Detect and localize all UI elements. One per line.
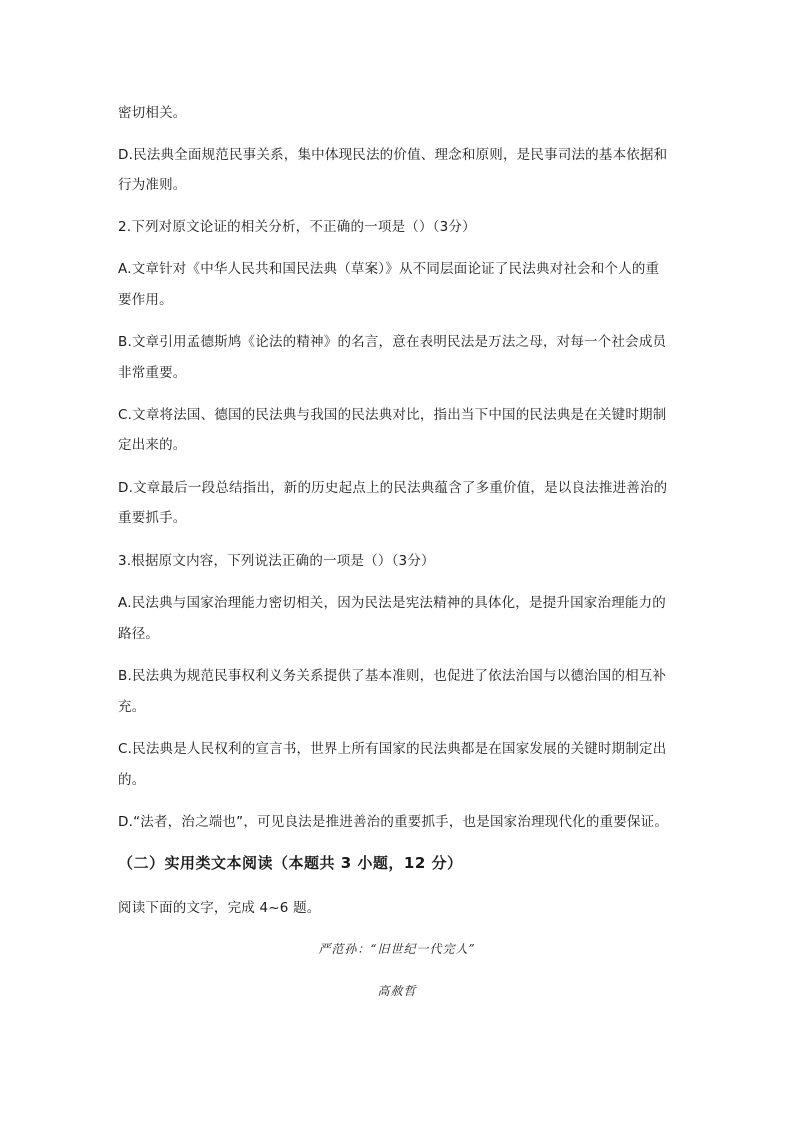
instruction: 阅读下面的文字，完成 4~6 题。	[118, 900, 321, 916]
text-line: 密切相关。	[118, 105, 187, 121]
question-2: 2.下列对原文论证的相关分析，不正确的一项是（）（3分）	[118, 219, 476, 235]
text-line: 充。	[118, 699, 146, 715]
option-d-line: D.文章最后一段总结指出，新的历史起点上的民法典蕴含了多重价值，是以良法推进善治的	[118, 480, 668, 496]
article-title: 严范孙：“旧世纪一代完人”	[318, 942, 476, 956]
text-line: 定出来的。	[118, 437, 187, 453]
option-b-line: B.民法典为规范民事权利义务关系提供了基本准则，也促进了依法治国与以德治国的相互补	[118, 668, 667, 684]
text-line: 的。	[118, 772, 146, 788]
text-line: 非常重要。	[118, 365, 187, 381]
option-c-line: C.文章将法国、德国的民法典与我国的民法典对比，指出当下中国的民法典是在关键时期制	[118, 407, 667, 423]
article-author: 高赦哲	[377, 984, 417, 998]
option-a-line: A.文章针对《中华人民共和国民法典（草案）》从不同层面论证了民法典对社会和个人的重	[118, 261, 660, 277]
option-d-line: D.民法典全面规范民事关系，集中体现民法的价值、理念和原则，是民事司法的基本依据和	[118, 147, 668, 163]
option-b-line: B.文章引用孟德斯鸠《论法的精神》的名言，意在表明民法是万法之母，对每一个社会成员	[118, 334, 667, 350]
text-line: 路径。	[118, 626, 160, 642]
text-line: 重要抓手。	[118, 510, 187, 526]
text-line: 要作用。	[118, 292, 173, 308]
text-line: 行为准则。	[118, 177, 187, 193]
option-d-line: D.“法者，治之端也”，可见良法是推进善治的重要抓手，也是国家治理现代化的重要保证。	[118, 814, 669, 830]
option-c-line: C.民法典是人民权利的宣言书，世界上所有国家的民法典都是在国家发展的关键时期制定出	[118, 741, 667, 757]
option-a-line: A.民法典与国家治理能力密切相关，因为民法是宪法精神的具体化，是提升国家治理能力的	[118, 595, 666, 611]
section-heading: （二）实用类文本阅读（本题共 3 小题，12 分）	[118, 854, 463, 872]
question-3: 3.根据原文内容，下列说法正确的一项是（）（3分）	[118, 553, 435, 569]
